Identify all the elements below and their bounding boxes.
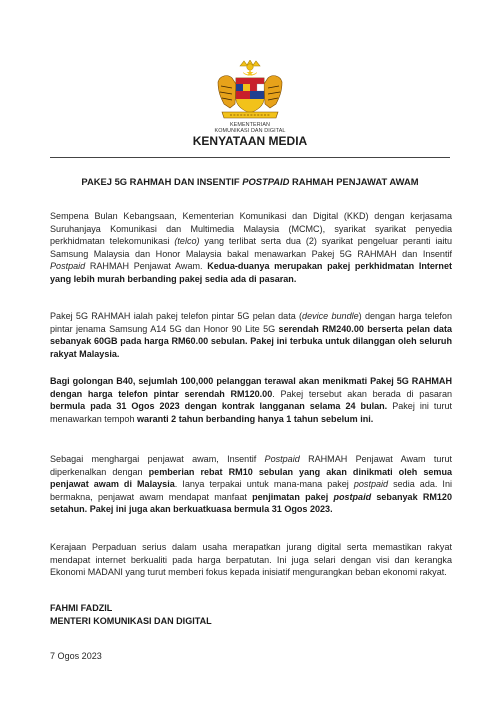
agency-line-1: KEMENTERIAN [229, 122, 271, 128]
signatory-position: MENTERI KOMUNIKASI DAN DIGITAL [50, 615, 212, 626]
title-divider [50, 157, 450, 158]
paragraph-3 [50, 375, 452, 425]
paragraph-4 [50, 453, 452, 516]
agency-name [200, 122, 300, 135]
paragraph-5: Kerajaan Perpaduan serius dalam usaha merapatkan jurang digital serta memastikan rakyat mendapat internet berkualiti pada harga berpatutan. Ini juga selari dengan visi dan kerangka Ekonomi MADANI yang turut memberi fokus kepada inisiatif mengurangkan beban ekonomi rakyat. [50, 542, 452, 578]
text-span: Sempena Bulan Kebangsaan, Kementerian Komunikasi dan Digital (KKD) dengan kerjasama Suruhanjaya Komunikasi dan Multimedia Malaysia (MCMC), syarikat syarikat penyedia perkhidmatan telekomunikasi [50, 211, 452, 247]
text-bold: Kedua-duanya merupakan pakej perkhidmatan Internet yang lebih murah berbanding pakej sedia ada di pasaran. [50, 261, 452, 284]
paragraph-2 [50, 310, 452, 360]
text-span: RAHMAH Penjawat Awam turut diperkenalkan dengan [50, 454, 452, 477]
text-italic: postpaid [353, 479, 389, 490]
text-italic: Postpaid [264, 454, 300, 464]
text-italic: postpaid [333, 491, 372, 502]
text-bold: waranti 2 tahun berbanding hanya 1 tahun sebelum ini. [137, 413, 374, 424]
signatory-name: FAHMI FADZIL [50, 603, 113, 613]
text-span: penjimatan pakej [252, 491, 334, 502]
agency-line-2: KOMUNIKASI DAN DIGITAL [214, 128, 286, 135]
text-bold: bermula pada 31 Ogos 2023 dengan kontrak langganan selama 24 bulan. [50, 401, 388, 412]
text-bold: pemberian rebat RM10 sebulan yang akan dinikmati oleh semua penjawat awam di Malaysia [50, 466, 453, 490]
text-span: Pakej 5G RAHMAH ialah pakej telefon pintar 5G pelan data ( [50, 311, 303, 321]
document-title: KENYATAAN MEDIA [192, 134, 308, 148]
text-span: RAHMAH Penjawat Awam. [85, 261, 208, 272]
text-span: yang terlibat serta dua (2) syarikat pengeluar peranti iaitu Samsung Malaysia dan Honor Malaysia bakal menawarkan Pakej 5G RAHMAH dan Insentif [50, 236, 453, 259]
text-italic: device bundle [302, 311, 359, 321]
statement-date: 7 Ogos 2023 [50, 651, 102, 661]
paragraph-1 [50, 210, 452, 286]
text-span: Pakej ini juga akan berkuatkuasa bermula 31 Ogos 2023. [87, 504, 333, 515]
text-bold: serendah RM240.00 berserta pelan data sebanyak 60GB pada harga RM60.00 sebulan. Pakej ini terbuka untuk dilanggan oleh seluruh rakyat Malaysia. [50, 323, 452, 359]
text-span: . Pakej tersebut akan berada di pasaran [272, 388, 453, 399]
text-span: sedia ada. Ini bermakna, penjawat awam mendapat manfaat [50, 479, 452, 502]
text-italic: (telco) [174, 236, 200, 247]
text-span: Pakej ini turut menawarkan tempoh [50, 401, 452, 424]
text-italic: Postpaid [50, 261, 86, 272]
subtitle-part: RAHMAH PENJAWAT AWAM [289, 176, 419, 187]
subtitle-italic: POSTPAID [242, 176, 290, 187]
signature-block [50, 602, 212, 627]
text-span: Sebagai menghargai penjawat awam, Insentif [50, 454, 265, 464]
coat-of-arms-logo [210, 60, 290, 122]
text-span: sebanyak RM120 setahun. [50, 491, 452, 515]
subtitle-part: PAKEJ 5G RAHMAH DAN INSENTIF [81, 176, 243, 187]
text-span: . Ianya terpakai untuk mana-mana pakej [174, 479, 354, 490]
text-bold: Bagi golongan B40, sejumlah 100,000 pelanggan terawal akan menikmati Pakej 5G RAHMAH dengan harga telefon pintar serendah RM120.00 [50, 376, 452, 399]
document-subtitle [0, 176, 500, 187]
text-span: ) dengan harga telefon pintar jenama Samsung A14 5G dan Honor 90 Lite 5G [50, 311, 452, 334]
